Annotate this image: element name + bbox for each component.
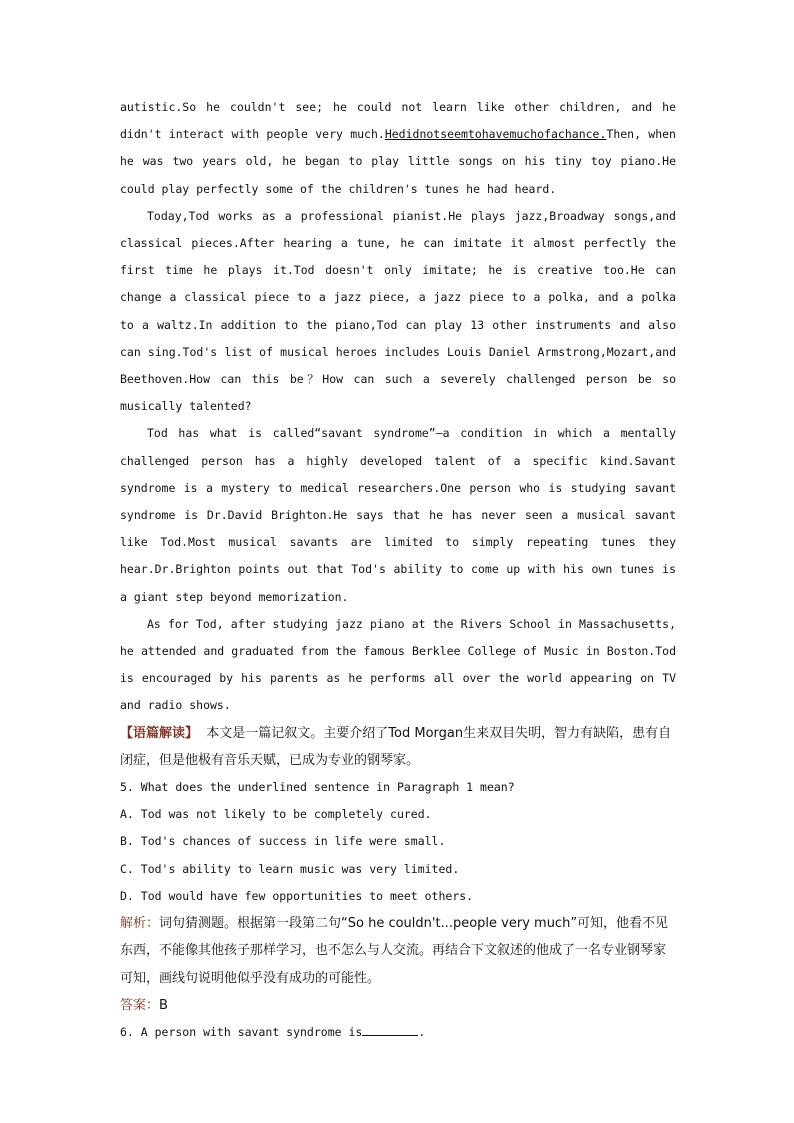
question-5-option-a: A. Tod was not likely to be completely cured. [120,807,432,822]
document-content [120,94,676,1046]
paragraph-1 [120,94,676,203]
question-5-stem: 5. What does the underlined sentence in Paragraph 1 mean? [120,780,515,795]
analysis-label: 解析： [120,916,160,932]
answer-blank [362,1025,418,1036]
paragraph-4: As for Tod, after studying jazz piano at the Rivers School in Massachusetts, he attended and graduated from the famous Berklee College of Music in Boston.Tod is encouraged by his parents as he performs all over the world appearing on TV and radio shows. [120,616,676,713]
question-6-stem [120,1019,676,1046]
question-6-stem-pre: 6. A person with savant syndrome is [120,1024,363,1039]
paragraph-3: Tod has what is called“savant syndrome”—a condition in which a mentally challenged person has a highly developed talent of a specific kind.Savant syndrome is a mystery to medical researchers.One person who is studying savant syndrome is Dr.David Brighton.He says that he has never seen a musical savant like Tod.Most musical savants are limited to simply repeating tunes they hear.Dr.Brighton points out that Tod's ability to come up with his own tunes is a giant step beyond memorization. [120,426,676,604]
paragraph-1-post: Then, when he was two years old, he began to play little songs on his tiny toy piano.He could play perfectly some of the children's tunes he had heard. [120,127,676,196]
question-5-analysis [120,910,676,992]
question-6-stem-post: . [418,1024,426,1039]
answer-value: B [159,997,168,1013]
passage-interpretation [120,720,676,774]
analysis-text: 词句猜测题。根据第一段第二句“So he couldn't...people very much”可知，他看不见东西，不能像其他孩子那样学习，也不怎么与人交流。再结合下文叙述的他成了一名专业钢琴家可知，画线句说明他似乎没有成功的可能性。 [120,916,669,986]
question-5-option-b: B. Tod's chances of success in life were small. [120,834,446,849]
question-5-option-c: C. Tod's ability to learn music was very limited. [120,861,460,876]
question-5-option-d: D. Tod would have few opportunities to meet others. [120,888,474,903]
answer-label: 答案： [120,997,160,1013]
interpretation-label: 【语篇解读】 [120,725,199,741]
paragraph-1-pre: autistic.So he couldn't see; he could not learn like other children, and he didn't interact with people very much. [120,100,676,142]
interpretation-text: 本文是一篇记叙文。主要介绍了Tod Morgan生来双目失明，智力有缺陷，患有自闭症，但是他极有音乐天赋，已成为专业的钢琴家。 [120,725,672,768]
question-5-answer [120,992,676,1019]
underlined-sentence: Hedidnotseemtohavemuchofachance. [384,127,607,142]
paragraph-2: Today,Tod works as a professional pianist.He plays jazz,Broadway songs,and classical pieces.After hearing a tune, he can imitate it almost perfectly the first time he plays it.Tod doesn't only imitate; he is creative too.He can change a classical piece to a jazz piece, a jazz piece to a polka, and a polka to a waltz.In addition to the piano,Tod can play 13 other instruments and also can sing.Tod's list of musical heroes includes Louis Daniel Armstrong,Mozart,and Beethoven.How can this be？How can such a severely challenged person be so musically talented? [120,208,676,414]
